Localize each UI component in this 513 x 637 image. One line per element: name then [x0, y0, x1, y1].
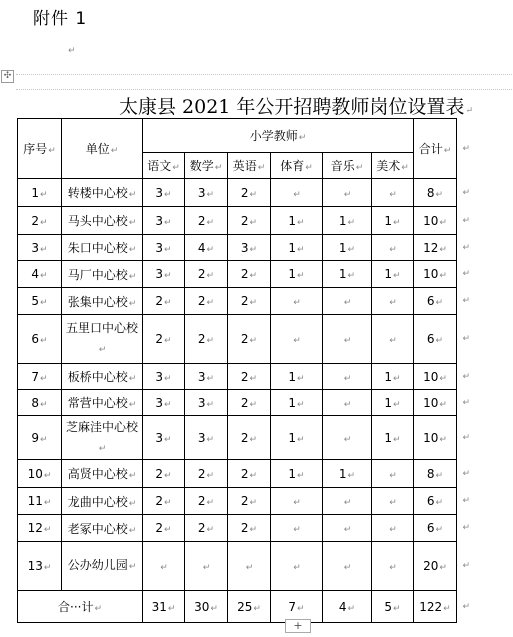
cell-chinese: 2↵ [143, 460, 185, 488]
cell-music: 1↵ [323, 235, 372, 261]
cell-music: ↵ [323, 315, 372, 364]
summary-chinese: 31↵ [143, 591, 185, 623]
cell-unit: 板桥中心校↵ [62, 364, 143, 390]
cell-english: 2↵ [228, 288, 271, 315]
cell-total: 6↵ ↵ [414, 515, 457, 542]
cell-total: 6↵ ↵ [414, 288, 457, 315]
cell-total: 10↵ ↵ [414, 261, 457, 288]
cell-chinese: 2↵ [143, 488, 185, 515]
cell-total: 8↵ ↵ [414, 179, 457, 207]
cell-english: 2↵ [228, 416, 271, 460]
cell-seq: 2↵ [18, 207, 62, 235]
header-primary-teachers: 小学教师↵ [143, 119, 414, 153]
cell-english: 3↵ [228, 235, 271, 261]
cell-english: ↵ [228, 542, 271, 591]
cell-pe: ↵ [271, 488, 323, 515]
cell-music: ↵ [323, 515, 372, 542]
summary-art: 5↵ [372, 591, 414, 623]
cell-seq: 6↵ [18, 315, 62, 364]
table-row [18, 364, 457, 390]
cell-art: ↵ [372, 288, 414, 315]
cell-english: 2↵ [228, 364, 271, 390]
cell-chinese: 3↵ [143, 261, 185, 288]
cell-pe: ↵ [271, 515, 323, 542]
cell-seq: 9↵ [18, 416, 62, 460]
cell-seq: 1↵ [18, 179, 62, 207]
paragraph-mark: ↵ [68, 46, 76, 56]
header-subject-pe: 体育↵ [271, 153, 323, 179]
cell-pe: 1↵ [271, 235, 323, 261]
table-move-handle-icon[interactable]: ✣ [1, 70, 14, 83]
cell-chinese: 3↵ [143, 235, 185, 261]
cell-math: 2↵ [185, 488, 228, 515]
cell-unit: 老冢中心校↵ [62, 515, 143, 542]
cell-pe: ↵ [271, 542, 323, 591]
cell-math: 2↵ [185, 261, 228, 288]
summary-row [18, 591, 457, 623]
cell-chinese: 3↵ [143, 390, 185, 416]
table-row [18, 390, 457, 416]
cell-seq: 10↵ [18, 460, 62, 488]
table-row [18, 235, 457, 261]
cell-art: 1↵ [372, 364, 414, 390]
table-title: 太康县 2021 年公开招聘教师岗位设置表↵ [119, 96, 473, 118]
header-subject-music: 音乐↵ [323, 153, 372, 179]
cell-pe: ↵ [271, 288, 323, 315]
cell-seq: 5↵ [18, 288, 62, 315]
add-row-button[interactable]: + [285, 619, 311, 633]
header-unit: 单位↵ [62, 119, 143, 179]
cell-math: 2↵ [185, 288, 228, 315]
cell-pe: 1↵ [271, 207, 323, 235]
table-boundary-line [16, 89, 512, 90]
cell-music: ↵ [323, 542, 372, 591]
header-subject-art: 美术↵ [372, 153, 414, 179]
cell-art: 1↵ [372, 390, 414, 416]
cell-total: 8↵ ↵ [414, 460, 457, 488]
cell-art: ↵ [372, 488, 414, 515]
cell-pe: 1↵ [271, 364, 323, 390]
table-row [18, 288, 457, 315]
cell-pe: ↵ [271, 315, 323, 364]
table-row [18, 416, 457, 460]
cell-art: 1↵ [372, 207, 414, 235]
cell-chinese: 3↵ [143, 416, 185, 460]
cell-music: ↵ [323, 390, 372, 416]
summary-music: 4↵ [323, 591, 372, 623]
cell-chinese: 3↵ [143, 364, 185, 390]
header-subject-math: 数学↵ [185, 153, 228, 179]
cell-music: ↵ [323, 288, 372, 315]
table-row [18, 261, 457, 288]
header-row [18, 119, 457, 153]
cell-english: 2↵ [228, 207, 271, 235]
cell-english: 2↵ [228, 488, 271, 515]
cell-art: ↵ [372, 179, 414, 207]
cell-music: 1↵ [323, 261, 372, 288]
cell-unit: 朱口中心校↵ [62, 235, 143, 261]
cell-total: 10↵ ↵ [414, 390, 457, 416]
cell-total: 6↵ ↵ [414, 488, 457, 515]
cell-unit: 常营中心校↵ [62, 390, 143, 416]
cell-unit: 马厂中心校↵ [62, 261, 143, 288]
cell-chinese: 2↵ [143, 315, 185, 364]
cell-english: 2↵ [228, 460, 271, 488]
table-row [18, 315, 457, 364]
header-seq: 序号↵ [18, 119, 62, 179]
cell-music: ↵ [323, 179, 372, 207]
cell-math: 2↵ [185, 460, 228, 488]
cell-art: 1↵ [372, 261, 414, 288]
cell-chinese: 2↵ [143, 288, 185, 315]
cell-chinese: 3↵ [143, 207, 185, 235]
cell-art: ↵ [372, 235, 414, 261]
table-row [18, 207, 457, 235]
cell-unit: 马头中心校↵ [62, 207, 143, 235]
table-row [18, 460, 457, 488]
cell-total: 12↵ ↵ [414, 235, 457, 261]
header-subject-english: 英语↵ [228, 153, 271, 179]
header-subject-chinese: 语文↵ [143, 153, 185, 179]
cell-seq: 3↵ [18, 235, 62, 261]
cell-math: 3↵ [185, 179, 228, 207]
cell-english: 2↵ [228, 515, 271, 542]
summary-math: 30↵ [185, 591, 228, 623]
summary-label: 合···计↵ [18, 591, 143, 623]
cell-art: ↵ [372, 315, 414, 364]
attachment-label: 附件 1 [33, 9, 88, 29]
cell-seq: 11↵ [18, 488, 62, 515]
cell-art: ↵ [372, 460, 414, 488]
cell-art: 1↵ [372, 416, 414, 460]
cell-seq: 12↵ [18, 515, 62, 542]
cell-english: 2↵ [228, 315, 271, 364]
cell-english: 2↵ [228, 390, 271, 416]
cell-math: ↵ [185, 542, 228, 591]
cell-pe: ↵ [271, 179, 323, 207]
cell-unit: 高贤中心校↵ [62, 460, 143, 488]
cell-music: ↵ [323, 364, 372, 390]
cell-total: 10↵ ↵ [414, 364, 457, 390]
cell-pe: 1↵ [271, 460, 323, 488]
cell-math: 2↵ [185, 207, 228, 235]
cell-seq: 8↵ [18, 390, 62, 416]
cell-music: 1↵ [323, 460, 372, 488]
table-boundary-line [16, 74, 512, 75]
cell-total: 6↵ ↵ [414, 315, 457, 364]
cell-seq: 13↵ [18, 542, 62, 591]
table-row [18, 179, 457, 207]
cell-english: 2↵ [228, 261, 271, 288]
summary-pe: 7↵ [271, 591, 323, 623]
cell-unit: 芝麻洼中心校↵ [62, 416, 143, 460]
cell-total: 10↵ ↵ [414, 207, 457, 235]
cell-pe: 1↵ [271, 390, 323, 416]
cell-music: ↵ [323, 416, 372, 460]
table-row [18, 515, 457, 542]
summary-total: 122↵ ↵ [414, 591, 457, 623]
header-total: 合计↵ ↵ [414, 119, 457, 179]
cell-unit: 龙曲中心校↵ [62, 488, 143, 515]
cell-pe: 1↵ [271, 416, 323, 460]
cell-pe: 1↵ [271, 261, 323, 288]
cell-math: 2↵ [185, 515, 228, 542]
cell-music: ↵ [323, 488, 372, 515]
positions-table [17, 118, 470, 623]
cell-unit: 张集中心校↵ [62, 288, 143, 315]
cell-unit: 公办幼儿园↵ [62, 542, 143, 591]
summary-english: 25↵ [228, 591, 271, 623]
cell-chinese: 3↵ [143, 179, 185, 207]
cell-total: 20↵ ↵ [414, 542, 457, 591]
cell-art: ↵ [372, 515, 414, 542]
cell-unit: 转楼中心校↵ [62, 179, 143, 207]
cell-english: 2↵ [228, 179, 271, 207]
cell-math: 3↵ [185, 416, 228, 460]
cell-unit: 五里口中心校↵ [62, 315, 143, 364]
table-row [18, 542, 457, 591]
cell-total: 10↵ ↵ [414, 416, 457, 460]
cell-math: 3↵ [185, 390, 228, 416]
cell-seq: 7↵ [18, 364, 62, 390]
cell-seq: 4↵ [18, 261, 62, 288]
table-row [18, 488, 457, 515]
cell-chinese: 2↵ [143, 515, 185, 542]
cell-art: ↵ [372, 542, 414, 591]
cell-math: 2↵ [185, 315, 228, 364]
cell-music: 1↵ [323, 207, 372, 235]
cell-chinese: ↵ [143, 542, 185, 591]
cell-math: 3↵ [185, 364, 228, 390]
cell-math: 4↵ [185, 235, 228, 261]
